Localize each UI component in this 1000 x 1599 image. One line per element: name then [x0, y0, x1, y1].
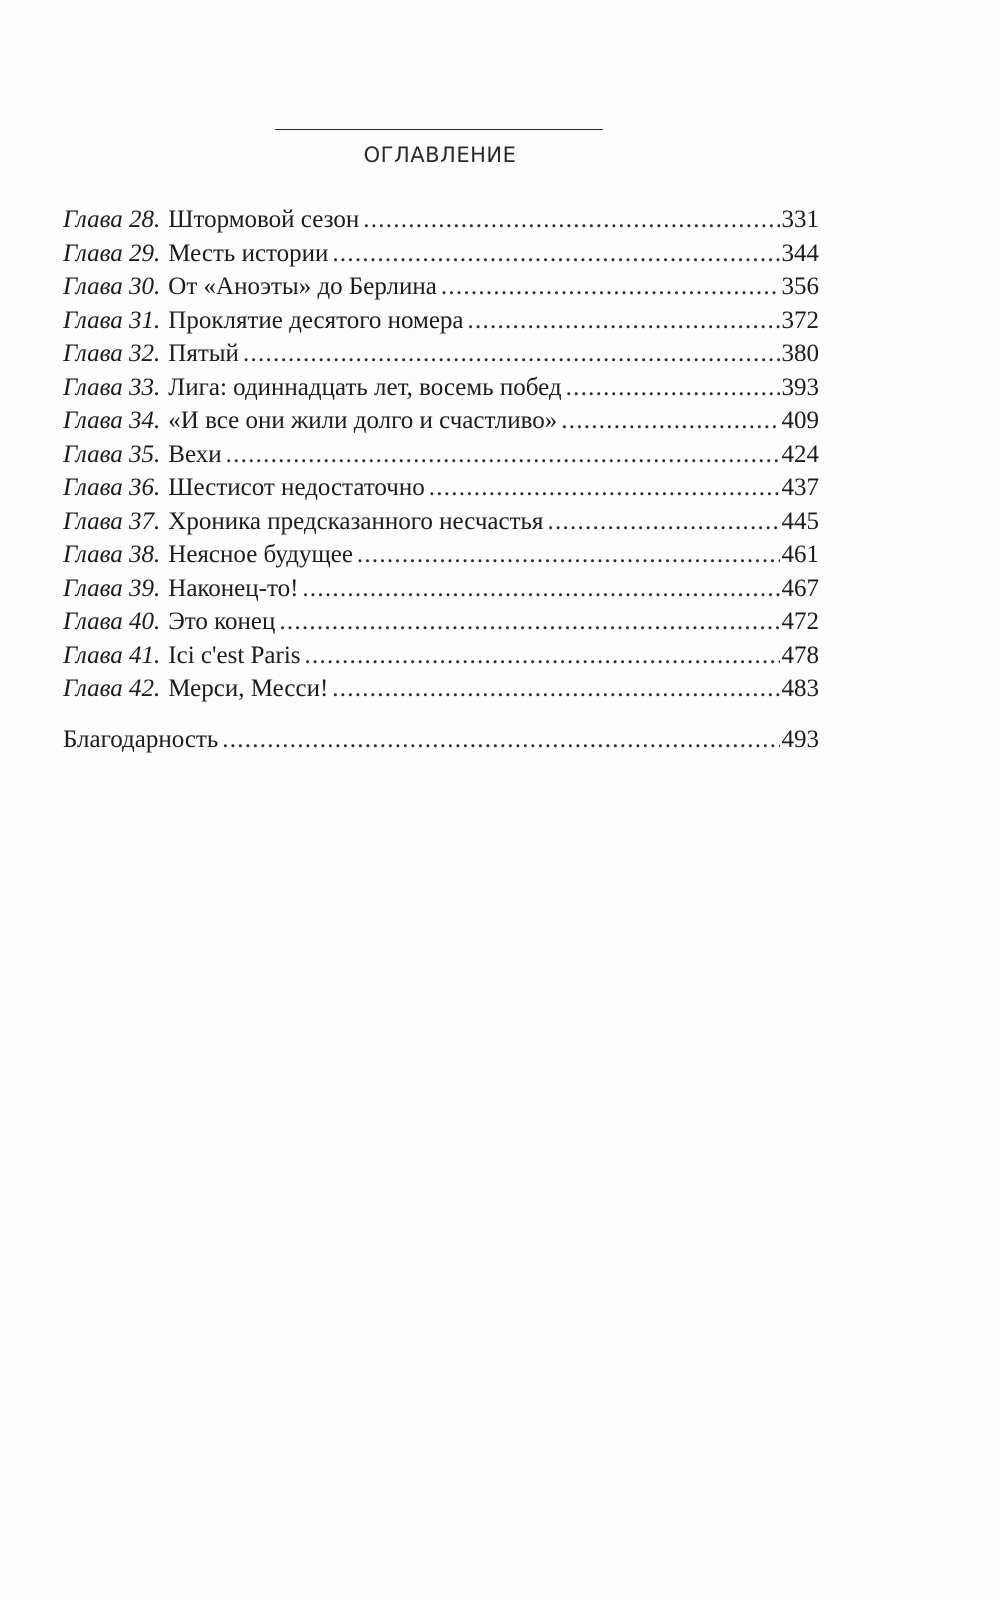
- chapter-title: «И все они жили долго и счастливо»: [168, 407, 558, 434]
- page-number: 478: [781, 641, 819, 669]
- dot-leader: [226, 438, 780, 472]
- page-number: 467: [781, 574, 819, 602]
- chapter-title: Штормовой сезон: [168, 206, 360, 233]
- dot-leader: [332, 237, 779, 271]
- header-rule: [275, 129, 603, 130]
- chapter-label: Глава 39.: [63, 574, 161, 602]
- dot-leader: [332, 672, 779, 706]
- chapter-title: Проклятие десятого номера: [168, 306, 464, 334]
- chapter-label: Глава 33.: [63, 373, 161, 401]
- chapter-label: Глава 34.: [63, 407, 161, 434]
- chapter-label: Глава 35.: [63, 440, 161, 468]
- page-number: 393: [781, 373, 819, 401]
- toc-entry[interactable]: [63, 538, 819, 572]
- toc-entry[interactable]: [63, 337, 819, 371]
- page-number: 483: [781, 675, 819, 702]
- toc-entry[interactable]: [63, 639, 819, 673]
- chapter-label: Глава 30.: [63, 273, 161, 300]
- dot-leader: [243, 337, 780, 371]
- page-number: 437: [781, 474, 819, 501]
- chapter-title: Месть истории: [168, 239, 329, 267]
- chapter-label: Глава 38.: [63, 541, 161, 568]
- page-number: 409: [781, 407, 819, 434]
- chapter-title: Ici c'est Paris: [168, 641, 301, 669]
- toc-entry[interactable]: [63, 605, 819, 639]
- toc-entry-acknowledgements[interactable]: [63, 723, 819, 757]
- page-number: 331: [781, 206, 819, 233]
- toc-entry[interactable]: [63, 572, 819, 606]
- dot-leader: [305, 639, 780, 673]
- dot-leader: [222, 723, 779, 757]
- page-number: 493: [781, 725, 819, 753]
- toc-entry[interactable]: [63, 438, 819, 472]
- toc-entry[interactable]: [63, 270, 819, 304]
- toc-entry[interactable]: [63, 505, 819, 539]
- dot-leader: [357, 538, 780, 572]
- toc-entry[interactable]: [63, 304, 819, 338]
- dot-leader: [441, 270, 780, 304]
- dot-leader: [566, 371, 780, 405]
- chapter-label: Глава 31.: [63, 306, 161, 334]
- chapter-label: Глава 28.: [63, 206, 161, 233]
- page-number: 372: [781, 306, 819, 334]
- chapter-label: Глава 29.: [63, 239, 161, 267]
- dot-leader: [547, 505, 779, 539]
- toc-entry[interactable]: [63, 404, 819, 438]
- page-number: 445: [781, 507, 819, 535]
- chapter-title: Это конец: [168, 608, 276, 635]
- chapter-label: Глава 40.: [63, 608, 161, 635]
- chapter-title: Мерси, Месси!: [168, 675, 329, 702]
- dot-leader: [561, 404, 779, 438]
- toc-entry[interactable]: [63, 203, 819, 237]
- chapter-label: Глава 42.: [63, 675, 161, 702]
- acknowledgements-title: Благодарность: [63, 725, 219, 753]
- chapter-title: От «Аноэты» до Берлина: [168, 273, 437, 300]
- chapter-label: Глава 32.: [63, 340, 161, 367]
- dot-leader: [363, 203, 779, 237]
- chapter-title: Лига: одиннадцать лет, восемь побед: [168, 373, 562, 401]
- chapter-title: Пятый: [168, 340, 239, 367]
- page-number: 461: [781, 541, 819, 568]
- chapter-label: Глава 36.: [63, 474, 161, 501]
- dot-leader: [302, 572, 779, 606]
- toc-entry[interactable]: [63, 672, 819, 706]
- toc-entry[interactable]: [63, 471, 819, 505]
- chapter-title: Наконец-то!: [168, 574, 299, 602]
- chapter-title: Неясное будущее: [168, 541, 353, 568]
- toc-entry[interactable]: [63, 237, 819, 271]
- chapter-title: Вехи: [168, 440, 222, 468]
- page-number: 344: [781, 239, 819, 267]
- page-number: 380: [781, 340, 819, 367]
- chapter-label: Глава 37.: [63, 507, 161, 535]
- page-number: 472: [781, 608, 819, 635]
- page-number: 356: [781, 273, 819, 300]
- page-title: ОГЛАВЛЕНИЕ: [363, 143, 517, 167]
- dot-leader: [468, 304, 780, 338]
- toc-entry[interactable]: [63, 371, 819, 405]
- dot-leader: [429, 471, 780, 505]
- dot-leader: [279, 605, 779, 639]
- table-of-contents: [63, 203, 819, 756]
- page-number: 424: [781, 440, 819, 468]
- chapter-label: Глава 41.: [63, 641, 161, 669]
- chapter-title: Хроника предсказанного несчастья: [168, 507, 544, 535]
- chapter-title: Шестисот недостаточно: [168, 474, 425, 501]
